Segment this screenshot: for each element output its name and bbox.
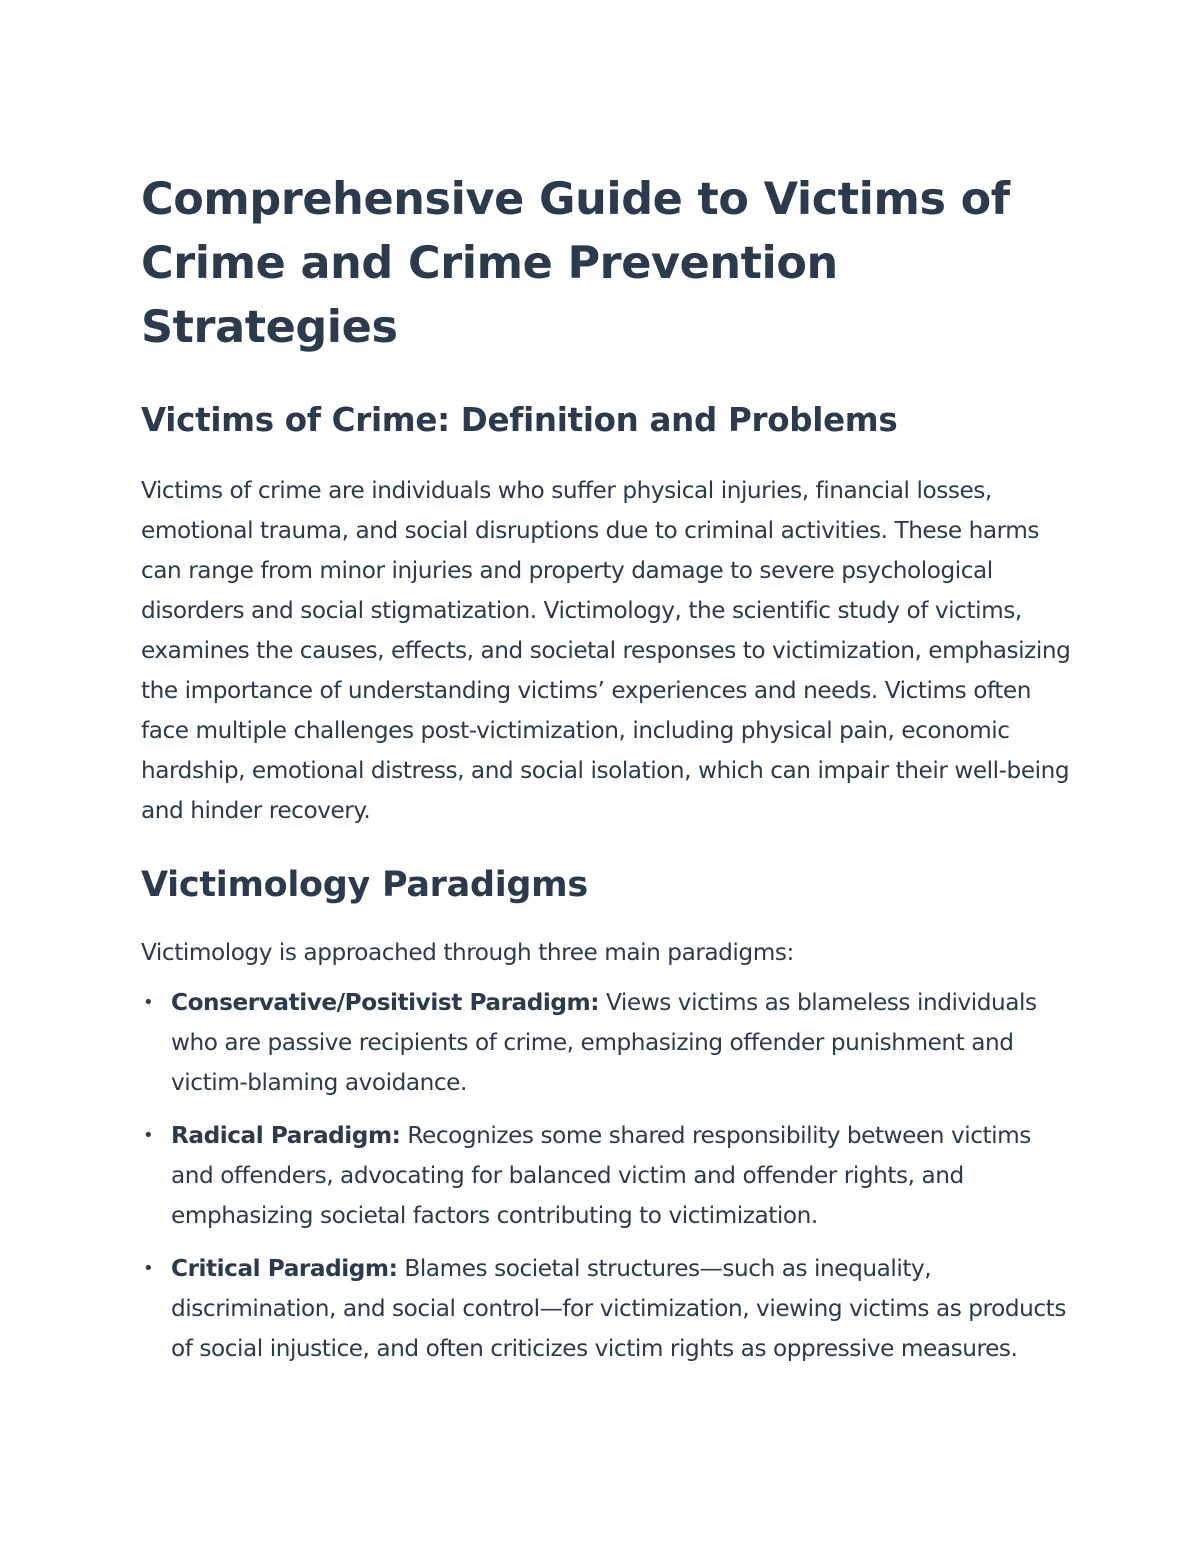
list-item (141, 1249, 1071, 1369)
paradigm-term: Critical Paradigm: (171, 1255, 398, 1282)
section-heading-victims-of-crime: Victims of Crime: Definition and Problems (141, 401, 898, 439)
paradigm-description: Views victims as blameless individuals who are passive recipients of crime, emphasizing offender punishment and victim-blaming avoidance. (171, 989, 1037, 1096)
section-heading-victimology-paradigms: Victimology Paradigms (141, 865, 588, 905)
paradigms-intro: Victimology is approached through three main paradigms: (141, 939, 794, 966)
paradigm-term: Radical Paradigm: (171, 1122, 401, 1149)
document-page (141, 168, 1071, 1382)
list-item (141, 983, 1071, 1103)
bullet-icon: • (143, 1125, 154, 1146)
list-item (141, 1116, 1071, 1236)
paradigm-term: Conservative/Positivist Paradigm: (171, 989, 600, 1016)
bullet-icon: • (143, 992, 154, 1013)
section-body-victims-of-crime: Victims of crime are individuals who suffer physical injuries, financial losses, emotional trauma, and social disruptions due to criminal activities. These harms can range from minor injuries and property damage to severe psychological disorders and social stigmatization. Victimology, the scientific study of victims, examines the causes, effects, and societal responses to victimization, emphasizing the importance of understanding victims’ experiences and needs. Victims often face multiple challenges post-victimization, including physical pain, economic hardship, emotional distress, and social isolation, which can impair their well-being and hinder recovery. (141, 477, 1071, 824)
bullet-icon: • (143, 1258, 154, 1279)
paradigm-description: Recognizes some shared responsibility between victims and offenders, advocating for balanced victim and offender rights, and emphasizing societal factors contributing to victimization. (171, 1122, 1031, 1229)
paradigm-description: Blames societal structures—such as inequality, discrimination, and social control—for victimization, viewing victims as products of social injustice, and often criticizes victim rights as oppressive measures. (171, 1255, 1066, 1362)
document-title: Comprehensive Guide to Victims of Crime and Crime Prevention Strategies (141, 174, 1010, 353)
paradigms-list (141, 983, 1071, 1369)
